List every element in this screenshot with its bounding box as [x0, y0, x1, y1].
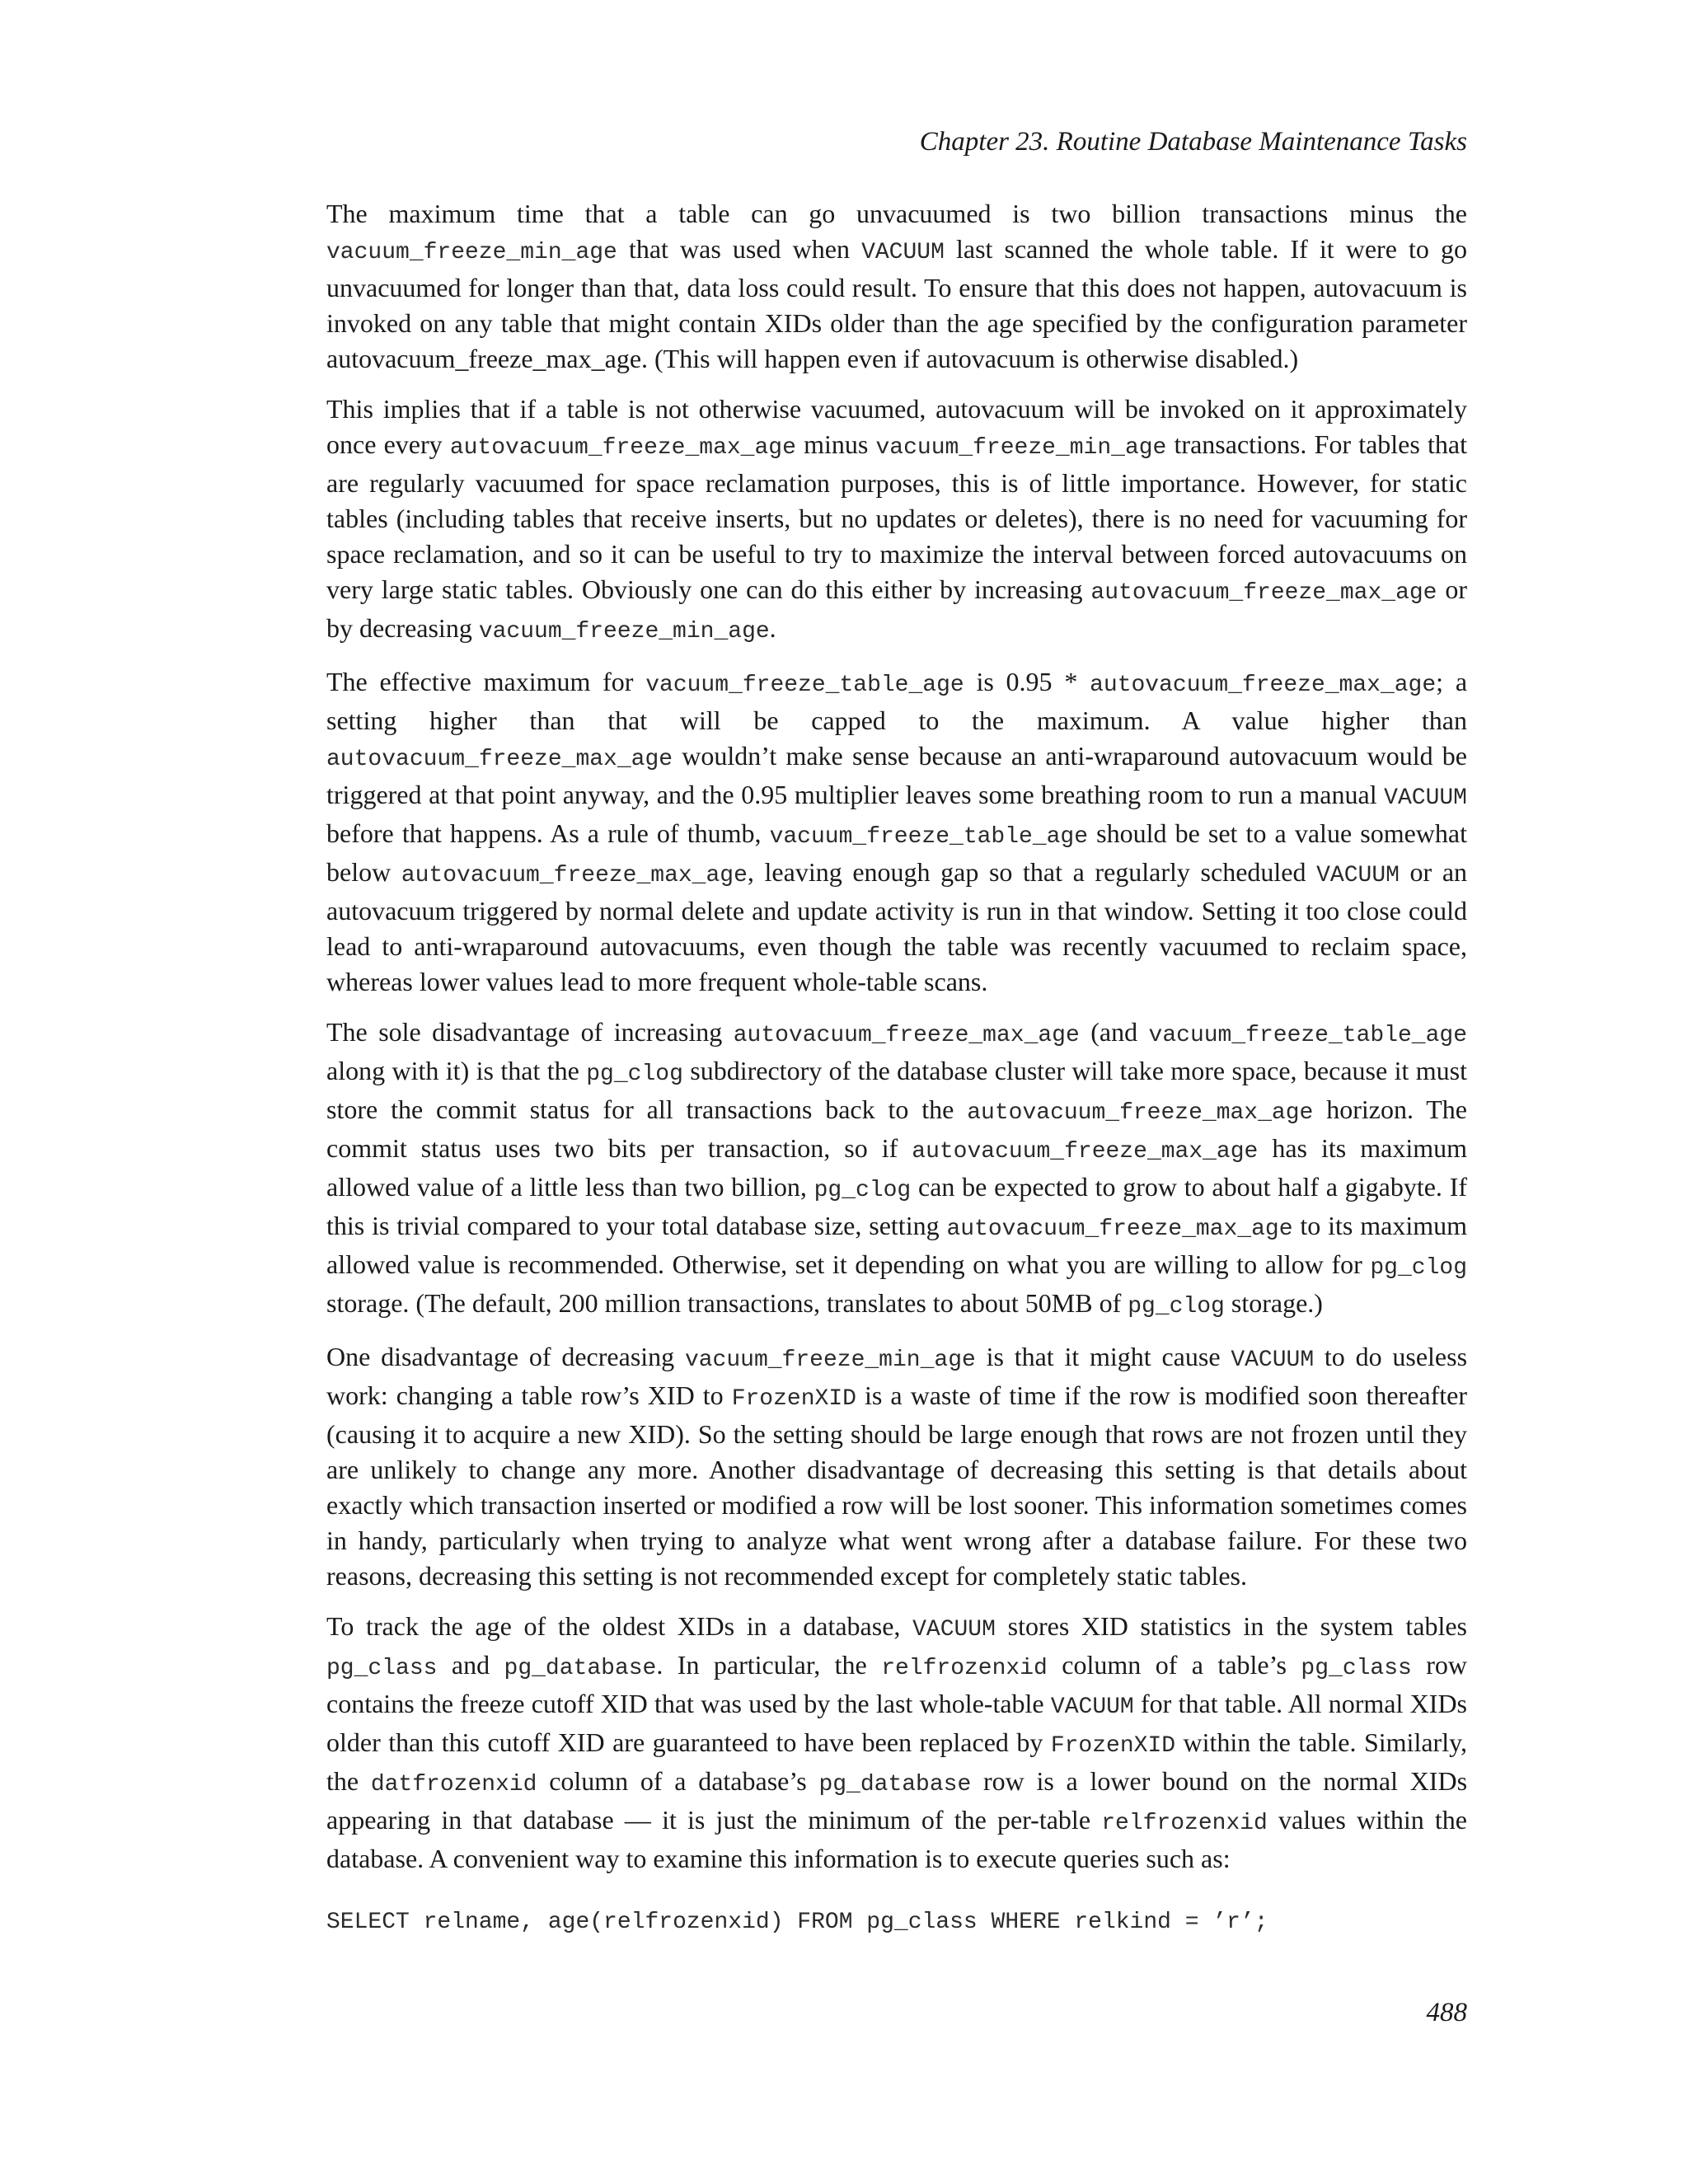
paragraph-text: along with it) is that the — [326, 1056, 587, 1085]
paragraph-text: is 0.95 * — [964, 667, 1090, 696]
paragraph-text: row is a lower bound on the normal XIDs appearing in that database — it is just the minimum of the per-table — [326, 1766, 1468, 1835]
page-number: 488 — [1426, 1998, 1467, 2027]
inline-code: VACUUM — [1316, 863, 1400, 888]
inline-code: autovacuum_freeze_max_age — [946, 1216, 1293, 1242]
inline-code: autovacuum_freeze_max_age — [1090, 673, 1437, 698]
inline-code: autovacuum_freeze_max_age — [326, 747, 673, 772]
page-body — [326, 196, 1467, 1939]
paragraph-text: or by decreasing — [326, 574, 1468, 643]
paragraph-text: stores XID statistics in the system tables — [995, 1611, 1467, 1641]
paragraph-text: wouldn’t make sense because an anti-wraparound autovacuum would be triggered at that point anyway, and the 0.95 multiplier leaves some breathing room to run a manual — [326, 741, 1467, 809]
paragraph-text: One disadvantage of decreasing — [326, 1342, 685, 1371]
inline-code: vacuum_freeze_min_age — [875, 435, 1167, 461]
inline-code: pg_clog — [1370, 1255, 1467, 1281]
inline-code: VACUUM — [1050, 1694, 1134, 1720]
paragraph-text: is a waste of time if the row is modified soon thereafter (causing it to acquire a new XID). So the setting should be large enough that rows are not frozen until they are unlikely to change any more. Another disadvantage of decreasing this setting is that details about exactly which transaction inserted or modified a row will be lost sooner. This information sometimes comes in handy, particularly when trying to analyze what went wrong after a database failure. For these two reasons, decreasing this setting is not recommended except for completely static tables. — [326, 1380, 1468, 1591]
inline-code: autovacuum_freeze_max_age — [967, 1100, 1314, 1126]
inline-code: vacuum_freeze_table_age — [769, 824, 1089, 850]
inline-code: FrozenXID — [731, 1386, 856, 1412]
paragraph-text: last scanned the whole table. If it were to go unvacuumed for longer than that, data loss could result. To ensure that this does not happen, autovacuum is invoked on any table that might contain XIDs older than the age specified by the configuration parameter autovacuum_freeze_max_age. (This will happen even if autovacuum is otherwise disabled.) — [326, 234, 1468, 373]
paragraph-text: The sole disadvantage of increasing — [326, 1017, 734, 1047]
inline-code: vacuum_freeze_min_age — [478, 619, 770, 644]
inline-code: autovacuum_freeze_max_age — [912, 1139, 1259, 1165]
paragraph — [326, 664, 1467, 1000]
paragraph-text: is that it might cause — [975, 1342, 1231, 1371]
paragraph-text: within the table. Similarly, the — [326, 1727, 1468, 1796]
paragraph-text: . In particular, the — [656, 1650, 882, 1680]
paragraph-text: This implies that if a table is not otherwise vacuumed, autovacuum will be invoked on it approximately once every — [326, 394, 1467, 459]
paragraph-text: can be expected to grow to about half a gigabyte. If this is trivial compared to your total database size, setting — [326, 1172, 1468, 1240]
inline-code: autovacuum_freeze_max_age — [733, 1023, 1080, 1048]
inline-code: VACUUM — [861, 240, 945, 265]
paragraph-text: storage. (The default, 200 million transactions, translates to about 50MB of — [326, 1288, 1128, 1318]
inline-code: pg_database — [818, 1772, 972, 1797]
paragraph-text: to its maximum allowed value is recommended. Otherwise, set it depending on what you are willing to allow for — [326, 1211, 1468, 1279]
paragraph-text: or an autovacuum triggered by normal delete and update activity is run in that window. Setting it too close could lead to anti-wraparound autovacuums, even though the table was recently vacuumed to reclaim space, whereas lower values lead to more frequent whole-table scans. — [326, 857, 1468, 996]
inline-code: relfrozenxid — [1101, 1811, 1268, 1836]
inline-code: autovacuum_freeze_max_age — [449, 435, 796, 461]
inline-code: datfrozenxid — [370, 1772, 537, 1797]
code-example: SELECT relname, age(relfrozenxid) FROM pg_class WHERE relkind = ’r’; — [326, 1910, 1268, 1935]
paragraph-text: column of a table’s — [1047, 1650, 1301, 1680]
paragraph-text: column of a database’s — [537, 1766, 819, 1796]
inline-code: vacuum_freeze_min_age — [326, 240, 617, 265]
inline-code: pg_clog — [1128, 1294, 1225, 1319]
paragraph-text: horizon. The commit status uses two bits per transaction, so if — [326, 1094, 1468, 1163]
paragraph-text: ; a setting higher than that will be capped to the maximum. A value higher than — [326, 667, 1468, 735]
paragraph-text: The maximum time that a table can go unvacuumed is two billion transactions minus the — [326, 199, 1467, 228]
paragraph-text: subdirectory of the database cluster will take more space, because it must store the commit status for all transactions back to the — [326, 1056, 1468, 1124]
chapter-header: Chapter 23. Routine Database Maintenance Tasks — [919, 127, 1467, 157]
paragraph-text: minus — [795, 429, 876, 459]
inline-code: autovacuum_freeze_max_age — [1090, 580, 1437, 606]
inline-code: FrozenXID — [1050, 1733, 1176, 1759]
paragraph-text: The effective maximum for — [326, 667, 646, 696]
paragraph-text: values within the database. A convenient way to examine this information is to execute queries such as: — [326, 1805, 1468, 1873]
paragraph — [326, 391, 1467, 649]
paragraph-text: to do useless work: changing a table row’s XID to — [326, 1342, 1468, 1410]
paragraph — [326, 1609, 1467, 1877]
inline-code: pg_class — [326, 1656, 438, 1681]
paragraph — [326, 196, 1467, 377]
paragraph-text: for that table. All normal XIDs older than this cutoff XID are guaranteed to have been replaced by — [326, 1689, 1468, 1757]
paragraph-text: , leaving enough gap so that a regularly scheduled — [747, 857, 1317, 887]
inline-code: VACUUM — [912, 1617, 996, 1643]
paragraph-text: To track the age of the oldest XIDs in a database, — [326, 1611, 913, 1641]
paragraph-text: and — [437, 1650, 504, 1680]
inline-code: relfrozenxid — [881, 1656, 1048, 1681]
inline-code: VACUUM — [1231, 1347, 1315, 1373]
paragraph — [326, 1339, 1467, 1594]
paragraph-text: row contains the freeze cutoff XID that was used by the last whole-table — [326, 1650, 1468, 1718]
inline-code: pg_clog — [586, 1062, 683, 1087]
paragraph-text: before that happens. As a rule of thumb, — [326, 818, 770, 848]
inline-code: autovacuum_freeze_max_age — [401, 863, 748, 888]
paragraph-text: . — [769, 613, 776, 643]
paragraph-text: storage.) — [1224, 1288, 1323, 1318]
paragraph-text: (and — [1079, 1017, 1149, 1047]
inline-code: vacuum_freeze_table_age — [1148, 1023, 1468, 1048]
paragraph — [326, 1015, 1467, 1324]
inline-code: pg_database — [504, 1656, 657, 1681]
paragraph-text: transactions. For tables that are regularly vacuumed for space reclamation purposes, this is of little importance. However, for static tables (including tables that receive inserts, but no updates or deletes), there is no need for vacuuming for space reclamation, and so it can be useful to try to maximize the interval between forced autovacuums on very large static tables. Obviously one can do this either by increasing — [326, 429, 1467, 604]
inline-code: pg_clog — [814, 1178, 912, 1203]
inline-code: pg_class — [1301, 1656, 1412, 1681]
paragraph-text: has its maximum allowed value of a little less than two billion, — [326, 1133, 1468, 1202]
inline-code: vacuum_freeze_table_age — [645, 673, 964, 698]
paragraph-text: that was used when — [617, 234, 862, 264]
paragraph-text: should be set to a value somewhat below — [326, 818, 1468, 887]
inline-code: VACUUM — [1384, 785, 1467, 811]
inline-code: vacuum_freeze_min_age — [684, 1347, 976, 1373]
